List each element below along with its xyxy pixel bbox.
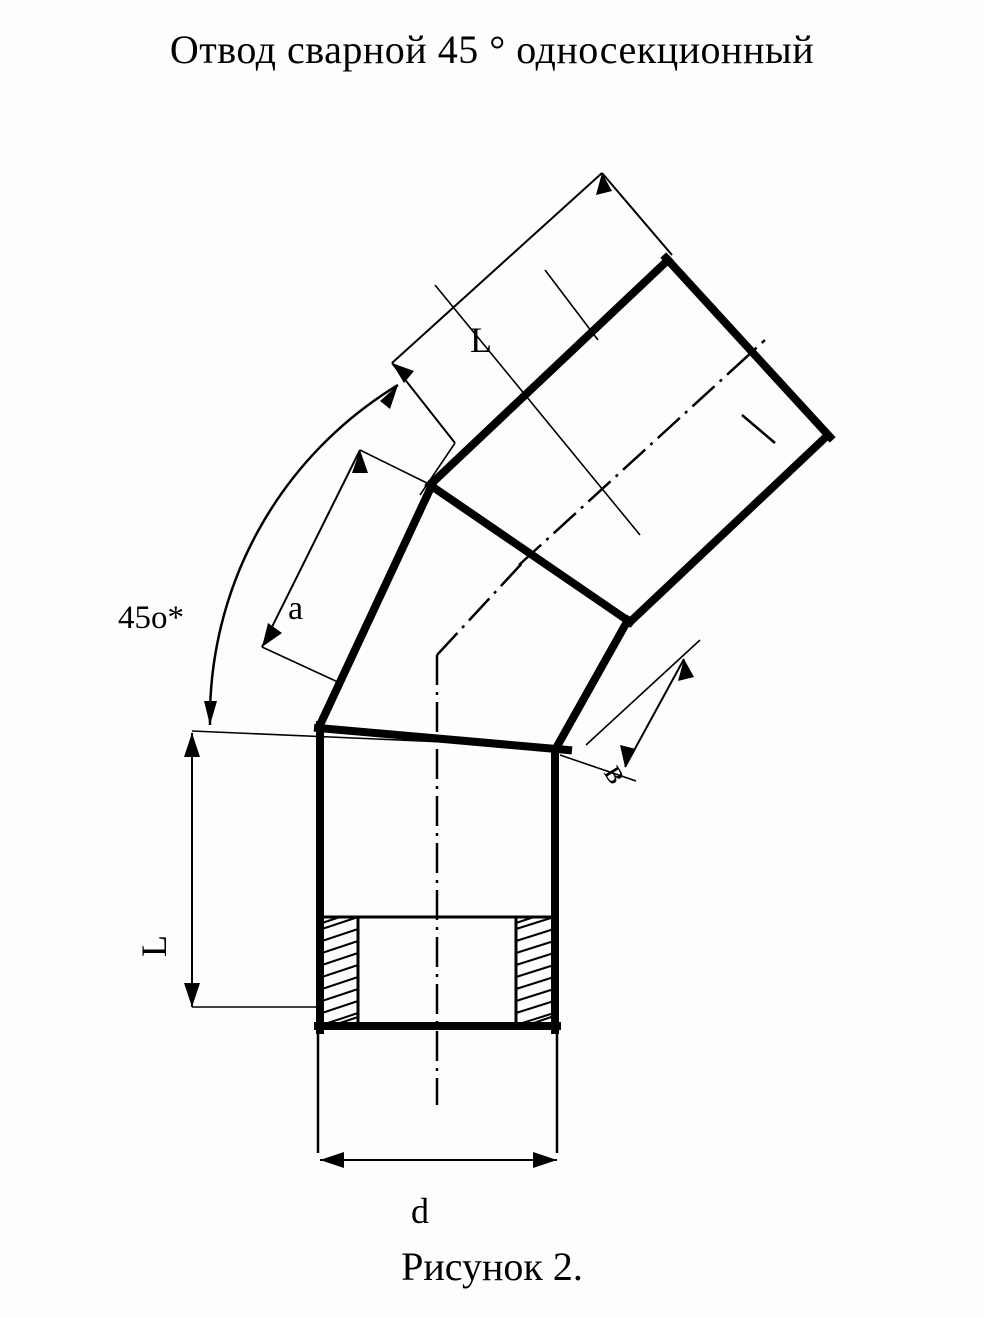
dimension-L-top <box>392 173 672 495</box>
dim-L-top-arrow-1 <box>392 363 414 383</box>
label-dim-b: в <box>596 757 637 791</box>
dim-L-top-leader <box>435 285 640 535</box>
dim-L-bottom-arrow-2 <box>184 983 200 1007</box>
technical-drawing <box>0 95 984 1231</box>
label-angle: 45о* <box>118 600 184 636</box>
dim-d-arrow-1 <box>320 1152 344 1168</box>
figure-caption: Рисунок 2. <box>401 1244 583 1289</box>
page-title: Отвод сварной 45 ° односекционный <box>169 27 815 72</box>
dim-a-arrow-1 <box>262 623 282 647</box>
mitre-section <box>318 485 630 750</box>
angle-dimension-45 <box>210 385 398 725</box>
label-dim-a: a <box>288 590 304 627</box>
dim-b-arrow-2 <box>678 659 694 681</box>
centre-lines <box>437 340 765 1105</box>
elbow-svg <box>0 95 984 1225</box>
label-length-bottom: L <box>134 935 174 957</box>
dim-L-bottom-arrow-1 <box>184 733 200 757</box>
label-diameter: d <box>411 1191 429 1231</box>
angle-arrow-top <box>380 385 398 409</box>
dimension-L-bottom <box>192 731 560 1007</box>
centre-line-tick <box>742 415 775 443</box>
angle-arrow-bottom <box>204 701 217 725</box>
weld-hatch-right <box>516 917 554 1025</box>
dim-d-arrow-2 <box>533 1152 557 1168</box>
label-length-top: L <box>470 320 492 360</box>
weld-hatch-left <box>322 917 358 1025</box>
